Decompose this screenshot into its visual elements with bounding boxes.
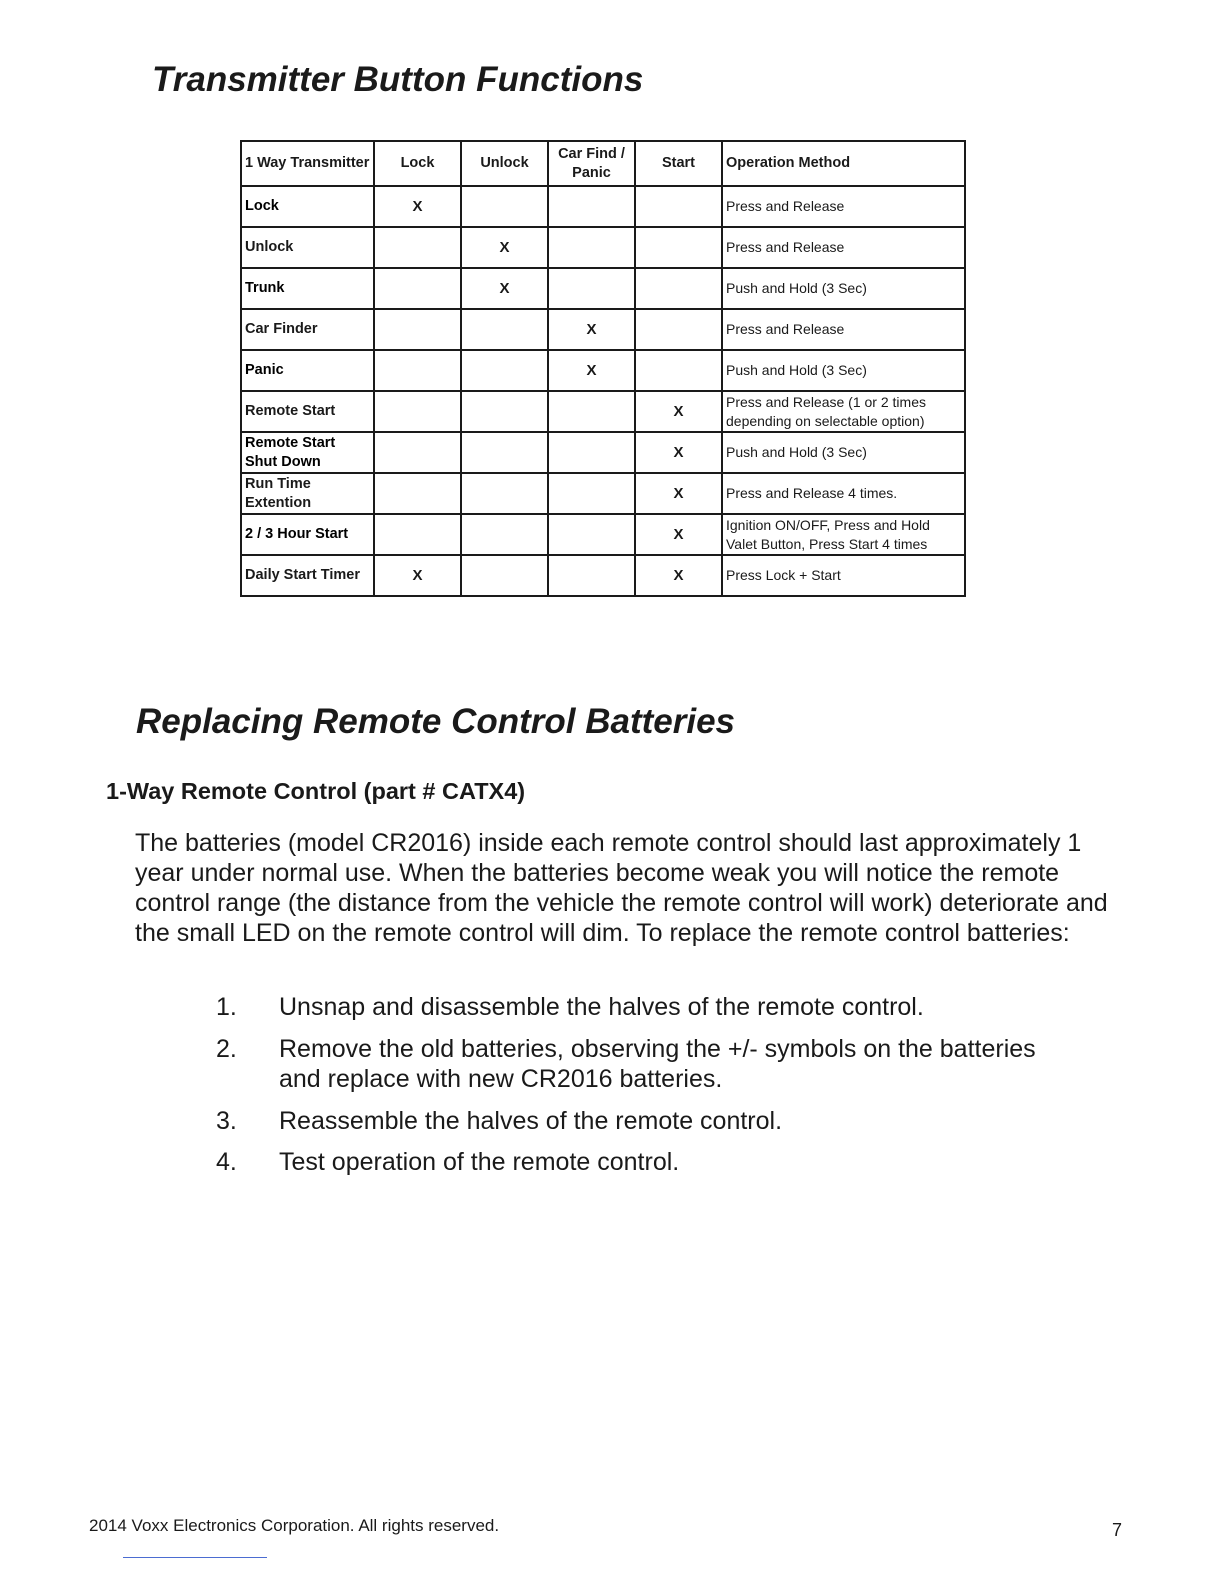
car-find-mark <box>548 514 635 555</box>
unlock-mark <box>461 514 548 555</box>
table-row <box>241 309 965 350</box>
column-header: Operation Method <box>722 141 965 186</box>
car-find-mark: X <box>548 350 635 391</box>
car-find-mark: X <box>548 309 635 350</box>
start-mark: X <box>635 432 722 473</box>
list-item <box>0 1106 1224 1137</box>
column-header: Lock <box>374 141 461 186</box>
step-number: 4. <box>216 1148 237 1176</box>
operation-method: Push and Hold (3 Sec) <box>722 432 965 473</box>
column-header: 1 Way Transmitter <box>241 141 374 186</box>
start-mark <box>635 309 722 350</box>
start-mark: X <box>635 473 722 514</box>
step-text: Remove the old batteries, observing the +/- symbols on the batteries and replace with new CR2016 batteries. <box>279 1034 1036 1093</box>
lock-mark <box>374 432 461 473</box>
car-find-mark <box>548 268 635 309</box>
function-name: Trunk <box>241 268 374 309</box>
section-title-batteries: Replacing Remote Control Batteries <box>136 702 735 741</box>
unlock-mark <box>461 186 548 227</box>
footer-divider <box>123 1557 267 1558</box>
operation-method: Press and Release <box>722 309 965 350</box>
section-title-transmitter: Transmitter Button Functions <box>152 60 644 99</box>
start-mark <box>635 350 722 391</box>
start-mark <box>635 268 722 309</box>
step-number: 3. <box>216 1106 237 1135</box>
footer-copyright: 2014 Voxx Electronics Corporation. All rights reserved. <box>89 1516 500 1535</box>
intro-paragraph: The batteries (model CR2016) inside each remote control should last approximately 1 year under normal use. When the batteries become weak you will notice the remote control range (the distance from the vehicle the remote control will work) deteriorate and the small LED on the remote control will dim. To replace the remote control batteries: <box>135 829 1108 947</box>
table-row <box>241 186 965 227</box>
function-name: Daily Start Timer <box>241 555 374 596</box>
lock-mark <box>374 391 461 432</box>
operation-method: Press Lock + Start <box>722 555 965 596</box>
table-row <box>241 227 965 268</box>
column-header: Unlock <box>461 141 548 186</box>
car-find-mark <box>548 555 635 596</box>
function-name: Car Finder <box>241 309 374 350</box>
table-row <box>241 268 965 309</box>
step-text: Unsnap and disassemble the halves of the remote control. <box>279 993 924 1021</box>
operation-method: Ignition ON/OFF, Press and Hold Valet Button, Press Start 4 times <box>722 514 965 555</box>
table-row <box>241 555 965 596</box>
function-name: Lock <box>241 186 374 227</box>
function-name: Remote Start <box>241 391 374 432</box>
operation-method: Push and Hold (3 Sec) <box>722 268 965 309</box>
list-item <box>0 992 1224 1023</box>
lock-mark <box>374 350 461 391</box>
replacement-steps <box>0 992 1224 1189</box>
step-text: Reassemble the halves of the remote control. <box>279 1106 783 1135</box>
car-find-mark <box>548 391 635 432</box>
lock-mark: X <box>374 186 461 227</box>
table-row <box>241 514 965 555</box>
lock-mark <box>374 514 461 555</box>
table-header-row <box>241 141 965 186</box>
unlock-mark: X <box>461 227 548 268</box>
table-row <box>241 350 965 391</box>
function-name: 2 / 3 Hour Start <box>241 514 374 555</box>
lock-mark <box>374 473 461 514</box>
function-name: Remote Start Shut Down <box>241 432 374 473</box>
page-number: 7 <box>1112 1520 1123 1540</box>
car-find-mark <box>548 432 635 473</box>
lock-mark: X <box>374 555 461 596</box>
operation-method: Press and Release <box>722 227 965 268</box>
start-mark <box>635 186 722 227</box>
table-row <box>241 473 965 514</box>
lock-mark <box>374 309 461 350</box>
function-name: Panic <box>241 350 374 391</box>
step-number: 2. <box>216 1034 237 1063</box>
unlock-mark <box>461 555 548 596</box>
start-mark: X <box>635 555 722 596</box>
unlock-mark <box>461 350 548 391</box>
lock-mark <box>374 227 461 268</box>
table-row <box>241 432 965 473</box>
list-item <box>0 1034 1224 1095</box>
unlock-mark <box>461 391 548 432</box>
column-header: Car Find / Panic <box>548 141 635 186</box>
transmitter-functions-table <box>240 140 966 597</box>
start-mark: X <box>635 514 722 555</box>
unlock-mark <box>461 432 548 473</box>
start-mark <box>635 227 722 268</box>
list-item <box>0 1147 1224 1178</box>
unlock-mark: X <box>461 268 548 309</box>
step-number: 1. <box>216 993 237 1021</box>
operation-method: Push and Hold (3 Sec) <box>722 350 965 391</box>
lock-mark <box>374 268 461 309</box>
car-find-mark <box>548 227 635 268</box>
car-find-mark <box>548 186 635 227</box>
start-mark: X <box>635 391 722 432</box>
unlock-mark <box>461 473 548 514</box>
operation-method: Press and Release (1 or 2 times depending on selectable option) <box>722 391 965 432</box>
column-header: Start <box>635 141 722 186</box>
car-find-mark <box>548 473 635 514</box>
operation-method: Press and Release <box>722 186 965 227</box>
step-text: Test operation of the remote control. <box>279 1148 680 1176</box>
operation-method: Press and Release 4 times. <box>722 473 965 514</box>
function-name: Run Time Extention <box>241 473 374 514</box>
unlock-mark <box>461 309 548 350</box>
function-name: Unlock <box>241 227 374 268</box>
subsection-title: 1-Way Remote Control (part # CATX4) <box>106 778 526 804</box>
table-row <box>241 391 965 432</box>
